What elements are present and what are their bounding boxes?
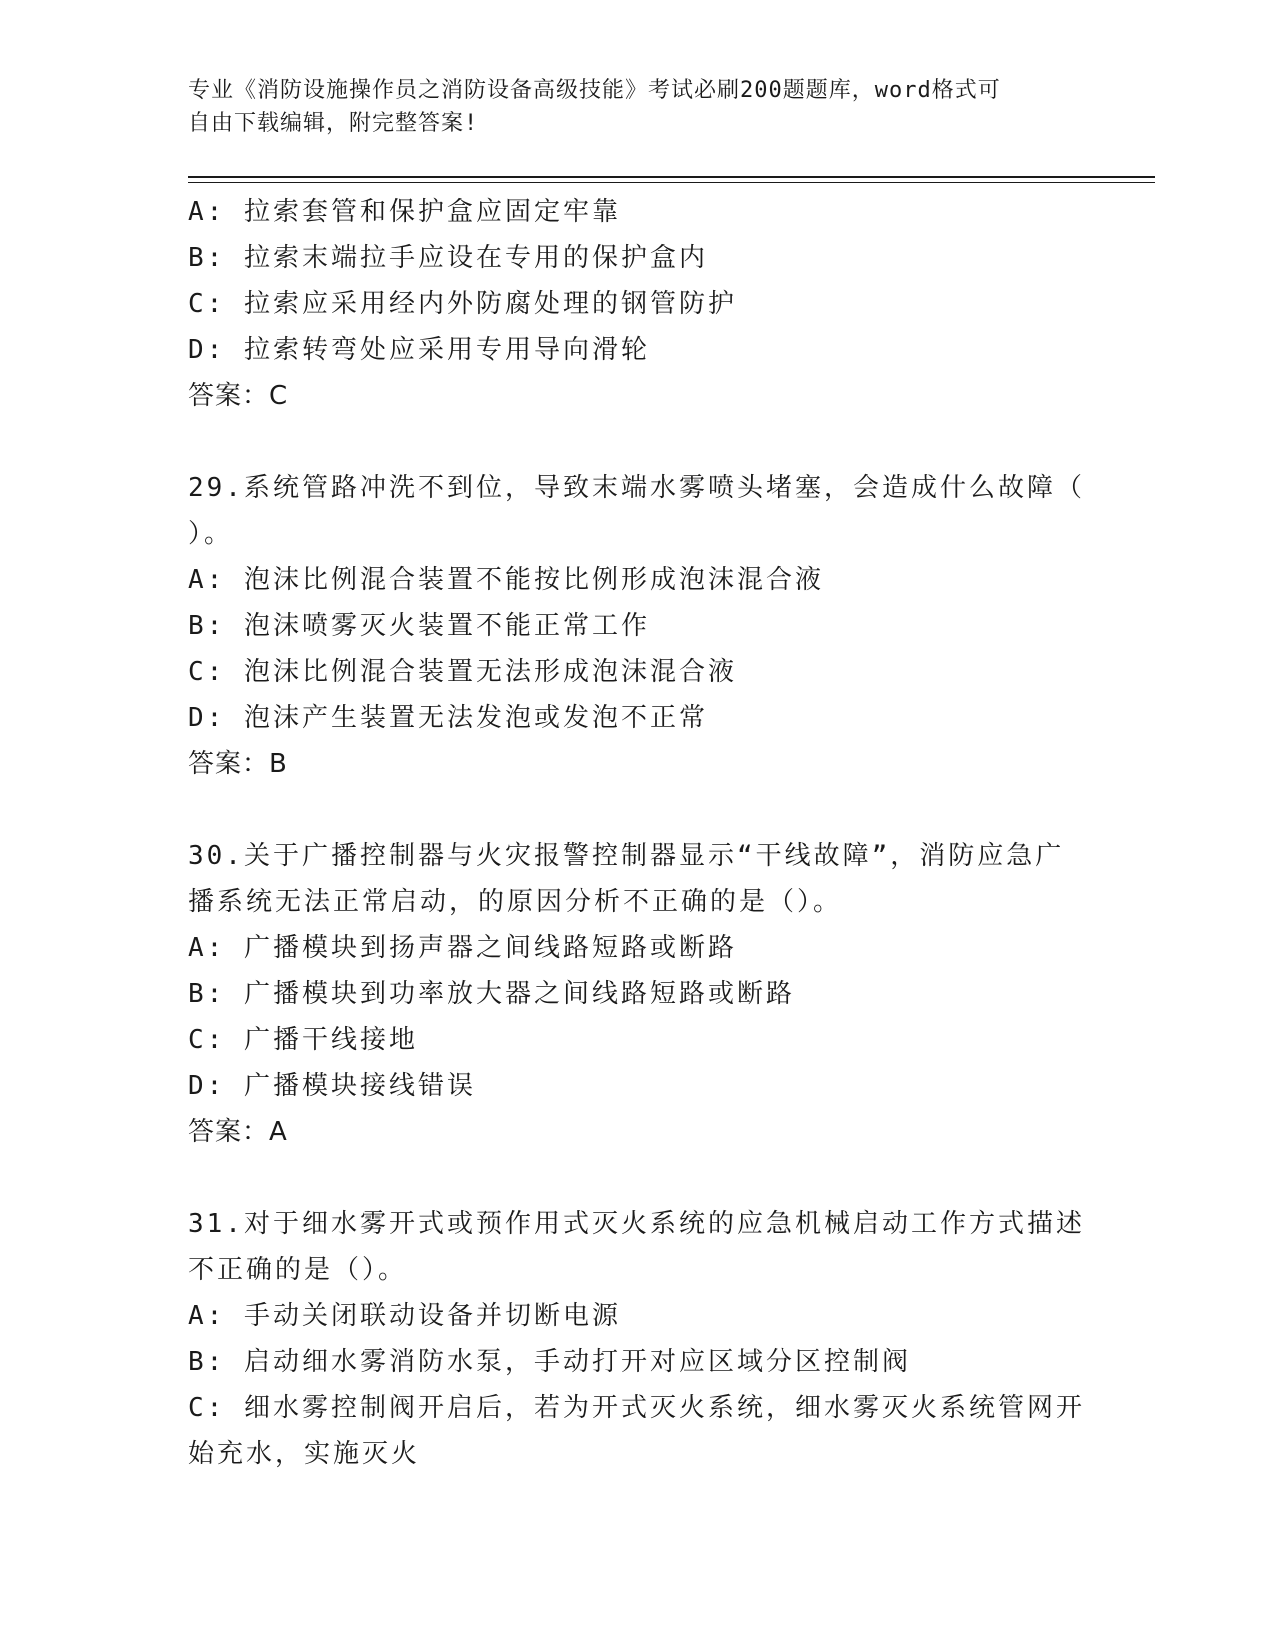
option-b: B: 启动细水雾消防水泵，手动打开对应区域分区控制阀 [188, 1347, 911, 1377]
header-divider-thick [188, 176, 1155, 178]
option-c-cont: 始充水，实施灭火 [188, 1439, 421, 1469]
question-stem-cont: ）。 [188, 519, 234, 549]
answer: 答案：A [188, 1117, 288, 1147]
question-28 [188, 189, 1078, 419]
question-content [188, 189, 1085, 1477]
question-stem-cont: 不正确的是（）。 [188, 1255, 408, 1285]
question-29 [188, 465, 1085, 787]
option-a: A: 手动关闭联动设备并切断电源 [188, 1301, 621, 1331]
option-a: A: 广播模块到扬声器之间线路短路或断路 [188, 933, 737, 963]
question-30 [188, 833, 1078, 1155]
question-stem-cont: 播系统无法正常启动，的原因分析不正确的是（）。 [188, 887, 843, 917]
question-stem: 30.关于广播控制器与火灾报警控制器显示“干线故障”，消防应急广 [188, 841, 1065, 871]
option-b: B: 拉索末端拉手应设在专用的保护盒内 [188, 243, 708, 273]
document-header [188, 74, 1068, 140]
option-c: C: 细水雾控制阀开启后，若为开式灭火系统，细水雾灭火系统管网开 [188, 1393, 1085, 1423]
option-b: B: 泡沫喷雾灭火装置不能正常工作 [188, 611, 650, 641]
option-c: C: 广播干线接地 [188, 1025, 418, 1055]
option-b: B: 广播模块到功率放大器之间线路短路或断路 [188, 979, 795, 1009]
question-stem: 29.系统管路冲洗不到位，导致末端水雾喷头堵塞，会造成什么故障（ [188, 473, 1085, 503]
spacer [188, 787, 1078, 833]
header-line-1: 专业《消防设施操作员之消防设备高级技能》考试必刷200题题库，word格式可 [188, 78, 1001, 103]
option-a: A: 泡沫比例混合装置不能按比例形成泡沫混合液 [188, 565, 824, 595]
question-stem: 31.对于细水雾开式或预作用式灭火系统的应急机械启动工作方式描述 [188, 1209, 1085, 1239]
option-d: D: 拉索转弯处应采用专用导向滑轮 [188, 335, 650, 365]
option-d: D: 泡沫产生装置无法发泡或发泡不正常 [188, 703, 708, 733]
spacer [188, 419, 1078, 465]
header-divider-thin [188, 182, 1155, 183]
question-31 [188, 1201, 1085, 1477]
spacer [188, 1155, 1078, 1201]
option-d: D: 广播模块接线错误 [188, 1071, 476, 1101]
answer: 答案：C [188, 381, 289, 411]
header-line-2: 自由下载编辑，附完整答案! [188, 111, 479, 136]
option-c: C: 拉索应采用经内外防腐处理的钢管防护 [188, 289, 737, 319]
answer: 答案：B [188, 749, 288, 779]
option-a: A: 拉索套管和保护盒应固定牢靠 [188, 197, 621, 227]
option-c: C: 泡沫比例混合装置无法形成泡沫混合液 [188, 657, 737, 687]
